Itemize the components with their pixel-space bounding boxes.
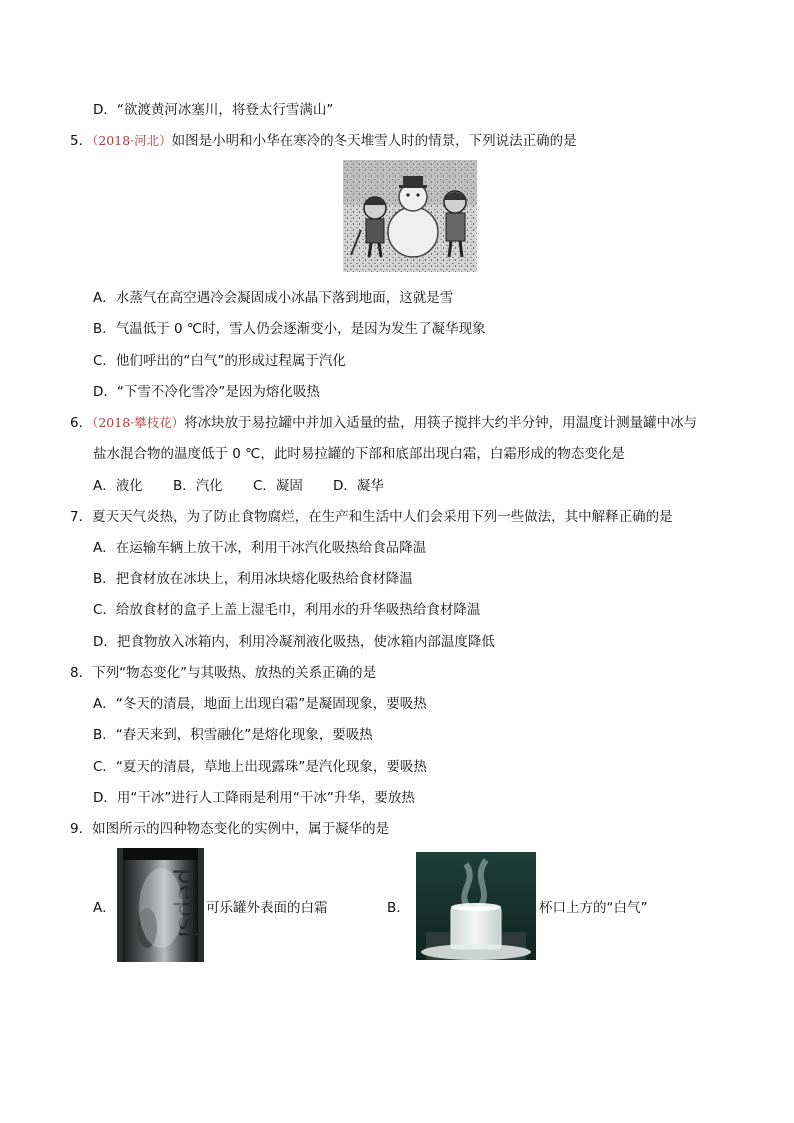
q8-option-d: D．用“干冰”进行人工降雨是利用“干冰”升华，要放热: [93, 790, 415, 806]
q5-number: 5．: [70, 133, 93, 149]
q5-option-b: B．气温低于 0 ℃时，雪人仍会逐渐变小，是因为发生了凝华现象: [93, 321, 486, 337]
q6-option-b: B．汽化: [173, 478, 223, 494]
q9-option-a-caption: 可乐罐外表面的白霜: [206, 900, 328, 916]
snowman-figure: [343, 160, 477, 272]
q6-option-a: A．液化: [93, 478, 143, 494]
q7-option-c: C．给放食材的盒子上盖上湿毛巾，利用水的升华吸热给食材降温: [93, 602, 481, 618]
q5-option-c: C．他们呼出的“白气”的形成过程属于汽化: [93, 353, 346, 369]
q8-option-c: C．“夏天的清晨，草地上出现露珠”是汽化现象，要吸热: [93, 759, 427, 775]
q8-option-b: B．“春天来到，积雪融化”是熔化现象，要吸热: [93, 727, 373, 743]
q7-stem: 7．夏天天气炎热，为了防止食物腐烂，在生产和生活中人们会采用下列一些做法，其中解释正确的是: [70, 509, 673, 525]
steaming-cup-photo: [416, 852, 536, 960]
q6-stem: [70, 413, 697, 433]
q6-option-c: C．凝固: [253, 478, 303, 494]
q7-option-d: D．把食物放入冰箱内，利用冷凝剂液化吸热，使冰箱内部温度降低: [93, 634, 495, 650]
q4-option-d: D．“欲渡黄河冰塞川，将登太行雪满山”: [93, 102, 334, 118]
q5-source: （2018·河北）: [92, 133, 172, 148]
q9-option-b-letter: B．: [387, 900, 410, 916]
can-logo-text: pepsi: [172, 868, 202, 938]
pepsi-can-frost-photo: [117, 848, 204, 962]
q6-option-d: D．凝华: [333, 478, 384, 494]
q7-option-b: B．把食材放在冰块上，利用冰块熔化吸热给食材降温: [93, 571, 413, 587]
q6-options: [93, 476, 384, 496]
q9-option-b-caption: 杯口上方的“白气”: [539, 900, 648, 916]
q9-stem: 9．如图所示的四种物态变化的实例中，属于凝华的是: [70, 821, 390, 837]
q5-stem-text: 如图是小明和小华在寒冷的冬天堆雪人时的情景，下列说法正确的是: [171, 133, 577, 149]
q6-number: 6．: [70, 415, 93, 431]
q8-option-a: A．“冬天的清晨，地面上出现白霜”是凝固现象，要吸热: [93, 696, 427, 712]
q6-source: （2018·攀枝花）: [92, 415, 185, 430]
q6-stem-text: 将冰块放于易拉罐中并加入适量的盐，用筷子搅拌大约半分钟，用温度计测量罐中冰与: [184, 415, 698, 431]
q5-option-a: A．水蒸气在高空遇冷会凝固成小冰晶下落到地面，这就是雪: [93, 290, 454, 306]
q5-stem: [70, 131, 577, 151]
q7-option-a: A．在运输车辆上放干冰，利用干冰汽化吸热给食品降温: [93, 540, 427, 556]
q5-option-d: D．“下雪不冷化雪冷”是因为熔化吸热: [93, 384, 320, 400]
q9-option-a-letter: A．: [93, 900, 116, 916]
q8-stem: 8．下列“物态变化”与其吸热、放热的关系正确的是: [70, 665, 377, 681]
q6-stem-line2: 盐水混合物的温度低于 0 ℃，此时易拉罐的下部和底部出现白霜，白霜形成的物态变化是: [93, 446, 625, 462]
